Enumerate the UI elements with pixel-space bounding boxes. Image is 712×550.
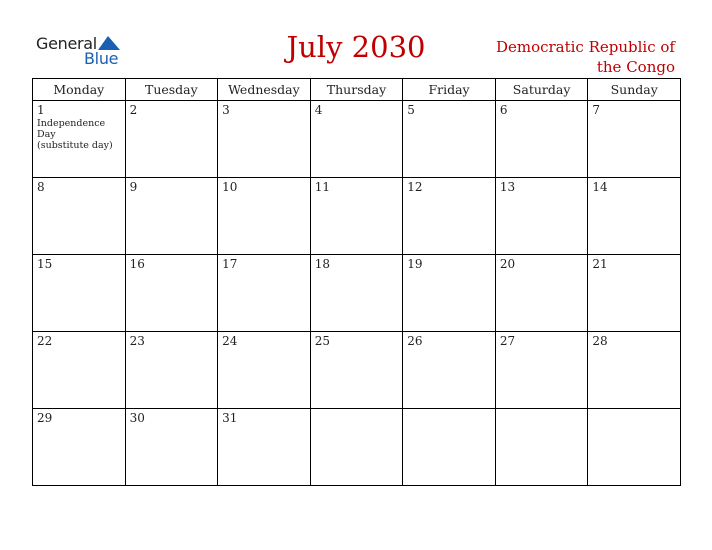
day-number: 18 xyxy=(314,257,330,271)
day-cell xyxy=(125,255,218,332)
day-number: 23 xyxy=(129,334,145,348)
day-cell xyxy=(218,409,311,486)
weekday-header: Saturday xyxy=(495,79,588,101)
day-cell xyxy=(218,332,311,409)
day-number: 10 xyxy=(222,180,238,194)
day-number: 19 xyxy=(407,257,423,271)
day-cell xyxy=(218,101,311,178)
day-number: 7 xyxy=(592,103,601,117)
day-cell xyxy=(403,409,496,486)
day-cell xyxy=(218,255,311,332)
day-cell xyxy=(33,255,126,332)
calendar-grid xyxy=(32,78,681,486)
day-number: 1 xyxy=(37,103,45,117)
day-cell xyxy=(403,178,496,255)
day-cell xyxy=(310,178,403,255)
weekday-header: Thursday xyxy=(310,79,403,101)
country-line-2: the Congo xyxy=(596,58,675,76)
day-number: 30 xyxy=(129,411,145,425)
day-number: 22 xyxy=(37,334,53,348)
week-row xyxy=(33,332,681,409)
day-number: 11 xyxy=(314,180,330,194)
day-cell xyxy=(125,101,218,178)
week-row xyxy=(33,178,681,255)
day-number: 4 xyxy=(314,103,323,117)
day-number: 31 xyxy=(222,411,238,425)
logo-blue-text: Blue xyxy=(84,49,119,68)
day-number: 20 xyxy=(499,257,516,271)
day-number: 26 xyxy=(407,334,423,348)
day-cell xyxy=(495,255,588,332)
day-cell xyxy=(403,255,496,332)
day-number: 24 xyxy=(222,334,238,348)
day-cell xyxy=(403,332,496,409)
day-number: 28 xyxy=(592,334,608,348)
holiday-label: (substitute day) xyxy=(37,140,113,151)
day-cell xyxy=(588,178,681,255)
day-number: 25 xyxy=(314,334,330,348)
day-number: 14 xyxy=(592,180,608,194)
week-row xyxy=(33,409,681,486)
logo-general-text: General xyxy=(36,34,97,53)
day-number: 29 xyxy=(37,411,53,425)
day-number: 2 xyxy=(129,103,138,117)
week-row xyxy=(33,255,681,332)
page-title: July 2030 xyxy=(286,30,426,64)
day-cell xyxy=(218,178,311,255)
country-line-1: Democratic Republic of xyxy=(495,38,675,56)
day-cell xyxy=(125,178,218,255)
day-number: 21 xyxy=(592,257,608,271)
day-number: 3 xyxy=(222,103,230,117)
day-cell xyxy=(588,255,681,332)
holiday-label: Independence Day xyxy=(37,118,106,140)
day-cell xyxy=(495,332,588,409)
day-number: 13 xyxy=(499,180,516,194)
day-cell xyxy=(310,101,403,178)
day-cell xyxy=(495,409,588,486)
weekday-header: Monday xyxy=(33,79,126,101)
day-cell xyxy=(125,332,218,409)
day-number: 27 xyxy=(499,334,516,348)
day-cell xyxy=(495,101,588,178)
day-cell xyxy=(33,178,126,255)
day-cell xyxy=(588,409,681,486)
day-number: 9 xyxy=(129,180,138,194)
day-number: 12 xyxy=(407,180,423,194)
day-number: 6 xyxy=(499,103,508,117)
day-cell xyxy=(403,101,496,178)
day-number: 16 xyxy=(129,257,145,271)
day-cell xyxy=(125,409,218,486)
country-name xyxy=(496,37,675,77)
day-cell xyxy=(33,409,126,486)
weekday-header: Sunday xyxy=(588,79,681,101)
week-row xyxy=(33,101,681,178)
day-number: 17 xyxy=(222,257,238,271)
day-number: 15 xyxy=(37,257,53,271)
weekday-header: Tuesday xyxy=(125,79,218,101)
day-number: 5 xyxy=(407,103,415,117)
day-cell xyxy=(310,255,403,332)
day-cell xyxy=(33,332,126,409)
day-cell xyxy=(310,409,403,486)
weekday-header: Friday xyxy=(403,79,496,101)
day-cell xyxy=(310,332,403,409)
day-cell xyxy=(588,101,681,178)
day-cell xyxy=(33,101,126,178)
day-cell xyxy=(588,332,681,409)
day-cell xyxy=(495,178,588,255)
weekday-header: Wednesday xyxy=(218,79,311,101)
day-number: 8 xyxy=(37,180,45,194)
weekday-header-row xyxy=(33,79,681,101)
